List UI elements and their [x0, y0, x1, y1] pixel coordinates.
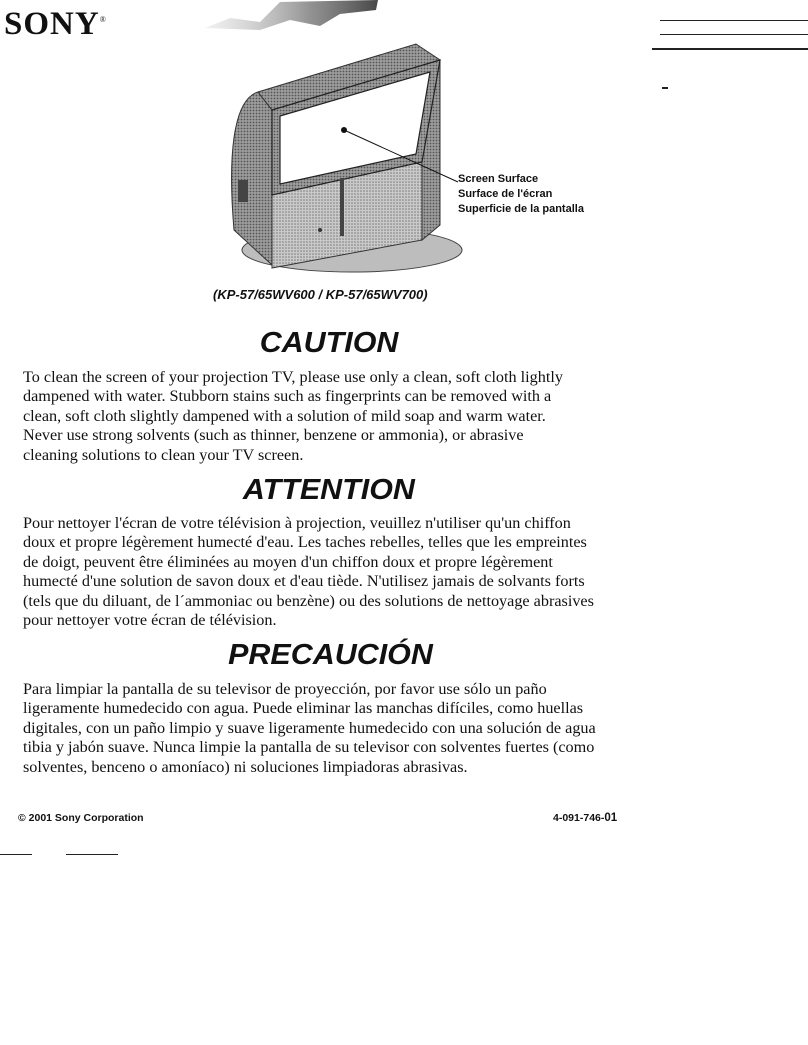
attention-line-5: (tels que du diluant, de l´ammoniac ou benzène) ou des solutions de nettoyage abrasives	[23, 591, 594, 610]
registered-mark: ®	[99, 15, 107, 24]
paragraph-precaucion	[23, 680, 663, 777]
attention-line-3: de doigt, peuvent être éliminées au moyen d'un chiffon doux et propre légèrement	[23, 552, 553, 571]
attention-line-1: Pour nettoyer l'écran de votre télévision à projection, veuillez n'utiliser qu'un chiffon	[23, 514, 571, 532]
paragraph-attention	[23, 514, 663, 630]
screen-surface-callout	[458, 172, 584, 217]
model-caption: (KP-57/65WV600 / KP-57/65WV700)	[213, 287, 428, 302]
sony-logo	[4, 2, 107, 42]
callout-label-fr: Surface de l'écran	[458, 188, 553, 200]
precaucion-line-1: Para limpiar la pantalla de su televisor de proyección, por favor use sólo un paño	[23, 680, 547, 698]
scan-rule-3	[652, 48, 808, 50]
callout-label-es: Superficie de la pantalla	[458, 203, 584, 215]
caution-line-2: dampened with water. Stubborn stains such as fingerprints can be removed with a	[23, 387, 552, 406]
precaucion-line-4: tibia y jabón suave. Nunca limpie la pantalla de su televisor con solventes fuertes (como	[23, 738, 595, 757]
document-number-suffix: 01	[604, 812, 618, 824]
callout-label-en: Screen Surface	[458, 173, 539, 185]
scan-rule-1	[660, 20, 808, 21]
caution-line-4: Never use strong solvents (such as thinner, benzene or ammonia), or abrasive	[23, 426, 524, 445]
brand-name: SONY	[4, 6, 100, 42]
document-number	[553, 812, 617, 824]
precaucion-line-5: solventes, benceno o amoníaco) ni soluciones limpiadoras abrasivas.	[23, 757, 468, 776]
attention-line-6: pour nettoyer votre écran de télévision.	[23, 611, 277, 630]
caution-line-5: cleaning solutions to clean your TV screen.	[23, 445, 304, 464]
precaucion-line-2: ligeramente humedecido con agua. Puede eliminar las manchas difíciles, como huellas	[23, 699, 584, 718]
scan-mark-bottom-left	[0, 854, 32, 855]
scan-dash	[662, 87, 668, 89]
attention-line-2: doux et propre légèrement humecté d'eau. Les taches rebelles, telles que les empreintes	[23, 533, 587, 552]
document-number-prefix: 4-091-746-	[553, 812, 605, 824]
caution-line-1: To clean the screen of your projection TV, please use only a clean, soft cloth lightly	[23, 368, 563, 386]
heading-precaucion: PRECAUCIÓN	[228, 639, 433, 671]
paragraph-caution	[23, 368, 663, 465]
scan-mark-bottom-center	[66, 854, 118, 855]
attention-line-4: humecté d'une solution de savon doux et d'eau tiède. N'utilisez jamais de solvants forts	[23, 572, 585, 591]
precaucion-line-3: digitales, con un paño limpio y suave ligeramente humedecido con una solución de agua	[23, 718, 596, 737]
caution-line-3: clean, soft cloth slightly dampened with a solution of mild soap and warm water.	[23, 406, 546, 425]
scan-smudge-artifact	[200, 0, 380, 30]
projection-tv-illustration	[222, 40, 482, 285]
heading-attention: ATTENTION	[242, 474, 415, 506]
heading-caution: CAUTION	[259, 327, 399, 359]
scan-rule-2	[660, 34, 808, 35]
copyright-notice: © 2001 Sony Corporation	[18, 812, 144, 824]
